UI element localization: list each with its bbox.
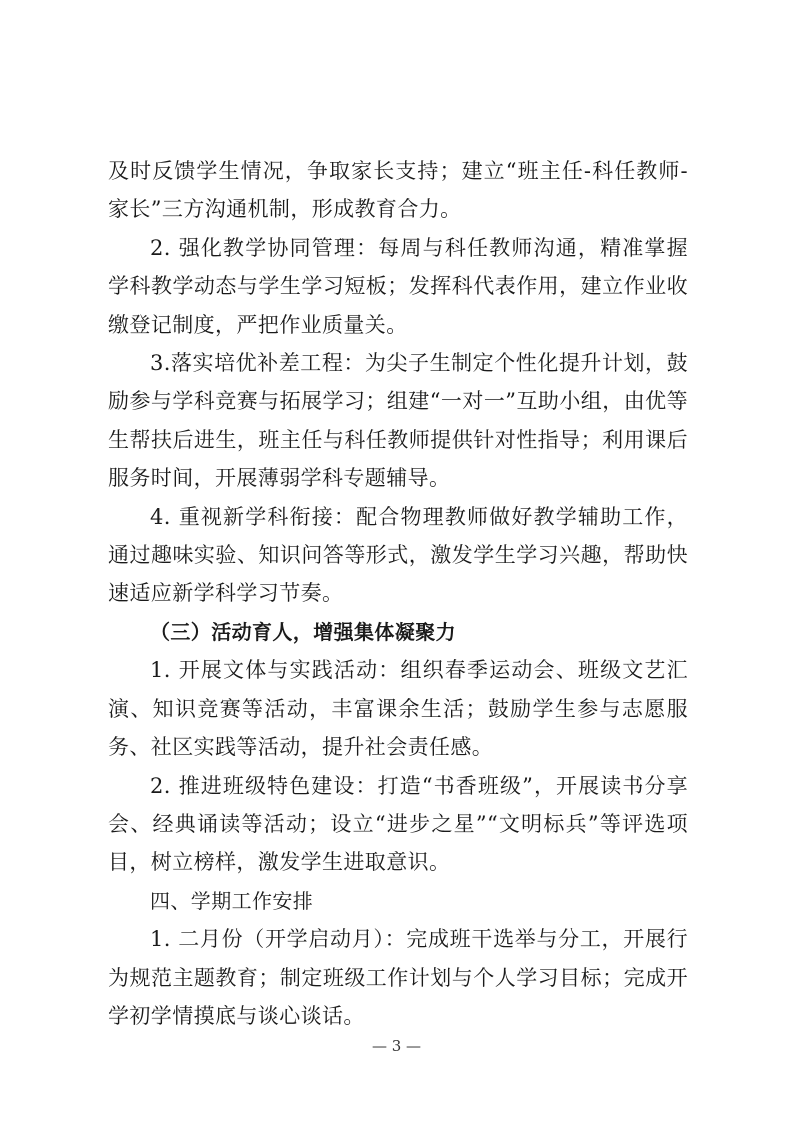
page-number: — 3 — — [371, 1037, 422, 1055]
section-heading-schedule: 四、学期工作安排 — [150, 888, 314, 913]
section-heading-activities: （三）活动育人，增强集体凝聚力 — [150, 619, 456, 644]
paragraph-tutoring-program: 3.落实培优补差工程：为尖子生制定个性化提升计划，鼓励参与学科竞赛与拓展学习；组建“一对一”互助小组，由优等生帮扶后进生，班主任与科任教师提供针对性指导；利用课后服务时间，开展薄弱学科专题辅导。 — [108, 351, 688, 491]
paragraph-class-features: 2. 推进班级特色建设：打造“书香班级”，开展读书分享会、经典诵读等活动；设立“进步之星”“文明标兵”等评选项目，树立榜样，激发学生进取意识。 — [108, 773, 688, 875]
paragraph-parent-communication: 及时反馈学生情况，争取家长支持；建立“班主任-科任教师-家长”三方沟通机制，形成教育合力。 — [108, 159, 688, 222]
paragraph-new-subject: 4. 重视新学科衔接：配合物理教师做好教学辅助工作，通过趣味实验、知识问答等形式，激发学生学习兴趣，帮助快速适应新学科学习节奏。 — [108, 504, 688, 606]
document-body — [108, 152, 688, 1035]
paragraph-sports-activities: 1. 开展文体与实践活动：组织春季运动会、班级文艺汇演、知识竞赛等活动，丰富课余生活；鼓励学生参与志愿服务、社区实践等活动，提升社会责任感。 — [108, 658, 688, 760]
paragraph-teaching-coordination: 2. 强化教学协同管理：每周与科任教师沟通，精准掌握学科教学动态与学生学习短板；发挥科代表作用，建立作业收缴登记制度，严把作业质量关。 — [108, 235, 688, 337]
paragraph-february-plan: 1. 二月份（开学启动月）：完成班干选举与分工，开展行为规范主题教育；制定班级工作计划与个人学习目标；完成开学初学情摸底与谈心谈话。 — [108, 927, 688, 1028]
